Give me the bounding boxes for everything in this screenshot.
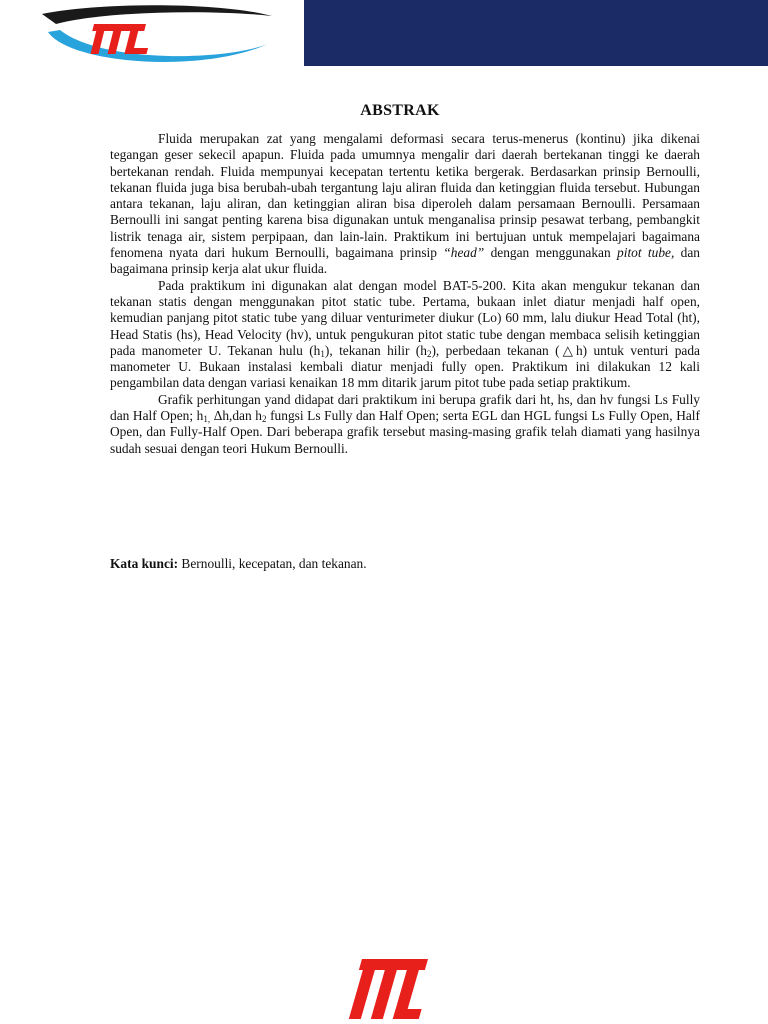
p1-pitot-term: pitot tube, [617, 245, 675, 261]
p2-text-b: ), tekanan hilir (h [324, 342, 427, 358]
p1-text-a: Fluida merupakan zat yang mengalami deformasi secara terus-menerus (kontinu) jika dikenai tegangan geser sekecil apapun. Fluida pada umumnya mengalir dari daerah bertekanan tinggi ke daerah bertekanan rendah. Fluida mempunyai kecepatan tertentu ketika bergerak. Berdasarkan prinsip Bernoulli, tekanan fluida juga bisa berubah-ubah tergantung laju aliran fluida dan ketinggian fluida tersebut. Hubungan antara tekanan, laju aliran, dan ketinggian aliran bisa diperoleh dalam persamaan Bernoulli. Persamaan Bernoulli ini sangat penting karena bisa digunakan untuk menganalisa prinsip pesawat terbang, pembangkit listrik tenaga air, sistem perpipaan, dan lain-lain. Praktikum ini bertujuan untuk mempelajari bagaimana fenomena nyata dari hukum Bernoulli, bagaimana prinsip [110, 131, 700, 261]
page-title: ABSTRAK [360, 102, 440, 119]
p1-text-c: dan bagaimana prinsip kerja alat ukur fluida. [110, 245, 700, 277]
p2-text-c: ), perbedaan tekanan (△h) untuk venturi pada manometer U. Bukaan instalasi kembali diatur menjadi fully open. Praktikum ini dilakukan 12 kali pengambilan data dengan variasi kenaikan 18 mm ditarik jarum pitot tube pada setiap praktikum. [110, 342, 700, 391]
header-logo [30, 2, 280, 70]
p3-text-c: fungsi Ls Fully dan Half Open; serta EGL dan HGL fungsi Ls Fully Open, Half Open, dan Fully-Half Open. Dari beberapa grafik tersebut masing-masing grafik telah diamati yang hasilnya sudah sesuai dengan teori Hukum Bernoulli. [110, 408, 700, 456]
footer-ml-mark [345, 959, 436, 1019]
p2-sub-2: 2 [426, 348, 432, 359]
logo-ml-mark [87, 24, 154, 54]
keywords-label: Kata kunci: [110, 556, 179, 571]
p3-text-a: Grafik perhitungan yand didapat dari praktikum ini berupa grafik dari ht, hs, dan hv fungsi Ls Fully dan Half Open; h [110, 391, 700, 424]
paragraph-3 [110, 392, 700, 457]
header-band [304, 0, 768, 66]
p2-text-a: Pada praktikum ini digunakan alat dengan model BAT-5-200. Kita akan mengukur tekanan dan tekanan statis dengan menggunakan pitot static tube. Pertama, bukaan inlet diatur menjadi half open, kemudian panjang pitot static tube yang diluar venturimeter diukur (Lo) 60 mm, lalu diukur Head Total (ht), Head Statis (hs), Head Velocity (hv), untuk pengukuran pitot static tube dengan membaca selisih ketinggian pada manometer U. Tekanan hulu (h [110, 277, 700, 358]
p1-text-b: dengan menggunakan [484, 245, 618, 261]
keywords-line [110, 556, 367, 572]
p3-text-b: Δh,dan h [210, 408, 262, 424]
p1-head-term: “head” [443, 245, 485, 261]
p2-sub-1: 1 [320, 348, 325, 359]
paragraph-2 [110, 278, 700, 392]
logo-swoosh-blue [48, 30, 268, 62]
paragraph-1 [110, 131, 700, 278]
footer-logo [336, 955, 436, 1023]
abstract-body [110, 131, 700, 457]
keywords-value: Bernoulli, kecepatan, dan tekanan. [178, 556, 367, 571]
p3-sub-2: 2 [262, 414, 267, 425]
p3-sub-1: 1, [203, 414, 211, 425]
logo-swoosh-dark [42, 5, 272, 24]
